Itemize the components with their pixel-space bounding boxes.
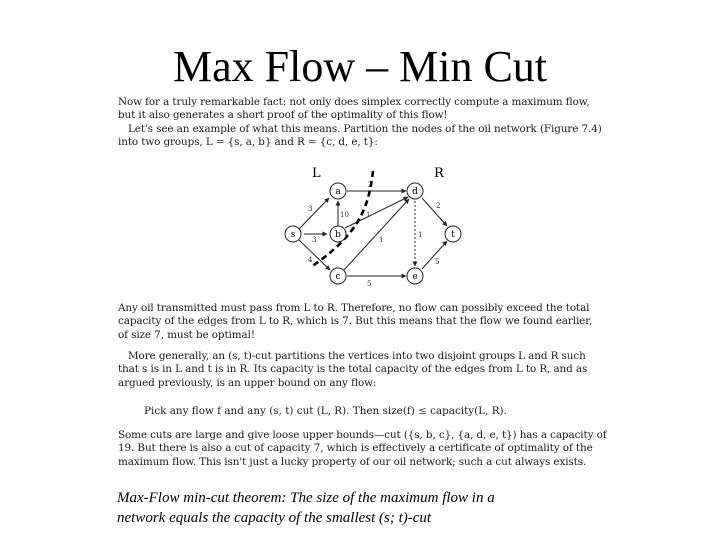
text-line: More generally, an (s, t)-cut partitions the vertices into two disjoint groups L and R such [128,350,586,362]
edge-label-s-b: 3 [312,236,317,244]
edge-label-c-d: 1 [379,236,384,244]
edge-label-e-t: 5 [435,258,440,266]
paragraph-st-cut [118,350,623,390]
text-line: argued previously, is an upper bound on any flow: [118,376,377,389]
group-label-left: L [312,166,321,181]
node-label-e: e [412,272,418,282]
node-label-a: a [335,187,341,197]
edge-label-s-a: 3 [308,205,313,213]
text-line: Any oil transmitted must pass from L to R. Therefore, no flow can possibly exceed the total [118,302,590,314]
text-line: but it also generates a short proof of the optimality of this flow! [118,109,448,122]
edge-label-b-d: 1 [366,211,371,219]
node-label-s: s [290,230,296,240]
paragraph-certificate [118,429,623,469]
slide-title: Max Flow – Min Cut [172,42,548,91]
node-label-t: t [451,230,455,240]
edge-label-d-e: 1 [418,231,423,239]
text-line: Some cuts are large and give loose upper bounds—cut ({s, b, c}, {a, d, e, t}) has a capacity of [118,429,607,441]
edge-b-d [345,197,408,228]
text-line: into two groups, L = {s, a, b} and R = {c, d, e, t}: [118,136,378,149]
paragraph-intro [118,96,623,150]
edge-d-t [422,198,447,226]
flow-network-diagram [275,163,475,291]
caption-line: network equals the capacity of the smallest (s; t)-cut [117,510,432,526]
text-line: Let's see an example of what this means. Partition the nodes of the oil network (Figure 7.4) [128,122,602,135]
text-line: 19. But there is also a cut of capacity 7, which is effectively a certificate of optimality of the [118,442,593,455]
caption-line: Max-Flow min-cut theorem: The size of the maximum flow in a [117,490,495,506]
edge-label-d-t: 2 [436,202,441,210]
group-label-right: R [434,166,444,181]
theorem-caption [117,488,677,528]
text-line: capacity of the edges from L to R, which is 7. But this means that the flow we found earlier, [118,315,593,328]
edge-c-d [344,199,409,270]
flow-bound-statement: Pick any flow f and any (s, t) cut (L, R). Then size(f) ≤ capacity(L, R). [144,405,507,417]
edge-label-b-a: 10 [340,211,349,219]
text-line: that s is in L and t is in R. Its capacity is the total capacity of the edges from L to R, and as [118,363,588,376]
edge-label-c-e: 5 [367,280,372,288]
text-line: maximum flow. This isn't just a lucky property of our oil network; such a cut always exists. [118,455,587,468]
paragraph-cut-bound [118,302,623,342]
edge-s-a [299,198,329,229]
node-label-b: b [335,230,341,240]
cut-graph-figure [275,163,475,291]
text-line: Now for a truly remarkable fact: not only does simplex correctly compute a maximum flow, [118,96,590,108]
node-label-c: c [335,272,341,282]
node-label-d: d [412,187,418,197]
edge-label-a-d: 2 [368,181,373,189]
text-line: of size 7, must be optimal! [118,328,255,341]
edge-label-s-c: 4 [308,256,313,264]
